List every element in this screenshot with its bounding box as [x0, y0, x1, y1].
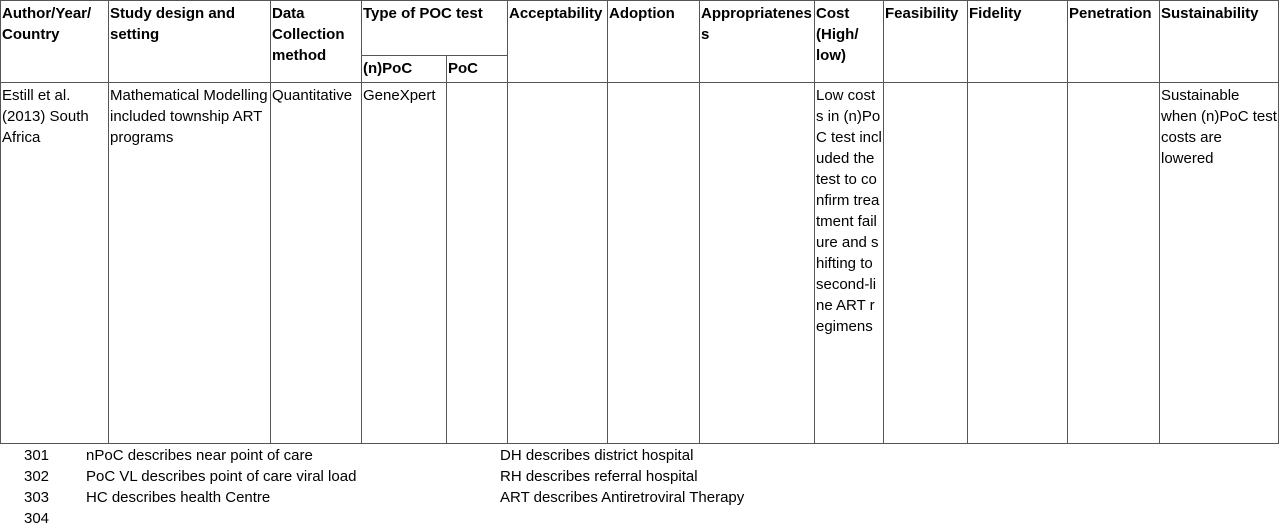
header-npoc: (n)PoC [362, 56, 447, 83]
footnote-right: DH describes district hospital [500, 447, 694, 464]
header-fidelity: Fidelity [968, 1, 1068, 83]
cell-poc [447, 83, 508, 444]
header-data-collection: Data Collection method [271, 1, 362, 83]
cell-feasibility [884, 83, 968, 444]
footnote-left: nPoC describes near point of care [86, 447, 313, 464]
footnote-left: HC describes health Centre [86, 489, 271, 506]
line-number: 302 [24, 468, 50, 485]
cell-penetration [1068, 83, 1160, 444]
footnote-row [0, 508, 1280, 529]
footnotes [0, 445, 1280, 529]
cell-npoc: GeneXpert [362, 83, 447, 444]
line-number: 303 [24, 489, 50, 506]
header-sustainability: Sustainability [1160, 1, 1279, 83]
cell-study-design: Mathematical Modelling included township ART programs [109, 83, 271, 444]
cell-fidelity [968, 83, 1068, 444]
header-cost: Cost (High/ low) [815, 1, 884, 83]
cell-data-collection: Quantitative [271, 83, 362, 444]
footnote-row [0, 466, 1280, 487]
header-feasibility: Feasibility [884, 1, 968, 83]
cell-cost: Low costs in (n)PoC test included the test to confirm treatment failure and shifting to second-line ART regimens [815, 83, 884, 444]
header-appropriateness: Appropriatenes s [700, 1, 815, 83]
cell-appropriateness [700, 83, 815, 444]
line-number: 304 [24, 510, 50, 527]
footnote-row [0, 487, 1280, 508]
cell-acceptability [508, 83, 608, 444]
line-number: 301 [24, 447, 50, 464]
footnote-left: PoC VL describes point of care viral load [86, 468, 357, 485]
footnote-right: RH describes referral hospital [500, 468, 698, 485]
header-acceptability: Acceptability [508, 1, 608, 83]
header-author: Author/Year/ Country [1, 1, 109, 83]
table-row [1, 83, 1279, 444]
header-poc: PoC [447, 56, 508, 83]
cell-adoption [608, 83, 700, 444]
footnote-right: ART describes Antiretroviral Therapy [500, 489, 745, 506]
header-study-design: Study design and setting [109, 1, 271, 83]
cell-author: Estill et al. (2013) South Africa [1, 83, 109, 444]
header-penetration: Penetration [1068, 1, 1160, 83]
header-poc-type: Type of POC test [362, 1, 508, 56]
footnote-row [0, 445, 1280, 466]
header-row [1, 1, 1279, 56]
cell-sustainability: Sustainable when (n)PoC test costs are lowered [1160, 83, 1279, 444]
header-adoption: Adoption [608, 1, 700, 83]
